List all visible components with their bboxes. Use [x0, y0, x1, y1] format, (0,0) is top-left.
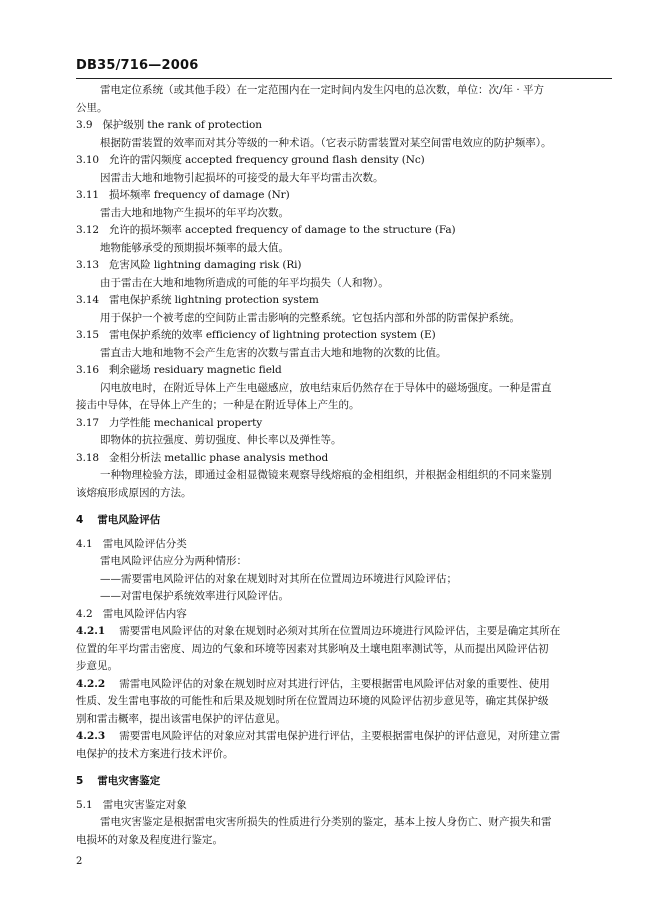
- clause-line: [76, 676, 616, 694]
- section-heading: [76, 512, 616, 530]
- term-title: 危害风险 lightning damaging risk (Ri): [108, 259, 302, 271]
- subsection-heading: [76, 606, 616, 624]
- term-desc: 因雷击大地和地物引起损坏的可接受的最大年平均雷击次数。: [100, 171, 384, 184]
- clause-text: 需要雷电风险评估的对象应对其雷电保护进行评估，主要根据雷电保护的评估意见，对所建立雷: [119, 730, 561, 742]
- term-title: 保护级别 the rank of protection: [102, 119, 262, 131]
- subsection-title: 雷电风险评估分类: [102, 537, 187, 550]
- clause-text: 位置的年平均雷击密度、周边的气象和环境等因素对其影响及土壤电阻率测试等，从而提出风险评估初: [76, 642, 549, 655]
- term-desc: 即物体的抗拉强度、剪切强度、伸长率以及弹性等。: [100, 434, 342, 446]
- term-title: 允许的雷闪频度 accepted frequency ground flash density (Nc): [108, 154, 425, 166]
- clause-line: [76, 623, 616, 641]
- term-heading: [76, 450, 616, 468]
- clause-number: 4.2.1: [76, 625, 106, 637]
- term-heading: [76, 362, 616, 380]
- term-desc: 雷击大地和地物产生损坏的年平均次数。: [100, 206, 289, 219]
- term-desc: 由于雷击在大地和地物所造成的可能的年平均损失（人和物）。: [100, 276, 389, 289]
- term-number: 3.18: [76, 451, 99, 464]
- term-number: 3.16: [76, 364, 99, 376]
- text-line: 雷电定位系统（或其他手段）在一定范围内在一定时间内发生闪电的总次数，单位：次/年 · 平方: [100, 84, 545, 96]
- section-number: 4: [76, 514, 84, 526]
- term-number: 3.13: [76, 259, 99, 271]
- term-desc: 接击中导体，在导体上产生的；一种是在附近导体上产生的。: [76, 399, 360, 411]
- term-number: 3.11: [76, 189, 99, 201]
- subsection-title: 雷电灾害鉴定对象: [102, 798, 187, 811]
- term-desc: 闪电放电时，在附近导体上产生电磁感应，放电结束后仍然存在于导体中的磁场强度。一种是雷直: [100, 381, 552, 394]
- clause-number: 4.2.2: [76, 677, 106, 690]
- document-body: [76, 82, 616, 849]
- clause-text: 步意见。: [76, 660, 118, 672]
- subsection-number: 4.1: [76, 537, 93, 550]
- term-heading: [76, 117, 616, 135]
- clause-text: 性质、发生雷电事故的可能性和后果及规划时所在位置周边环境的风险评估初步意见等，确定其保护级: [76, 695, 549, 707]
- term-title: 损坏频率 frequency of damage (Nr): [108, 189, 290, 201]
- term-title: 雷电保护系统 lightning protection system: [108, 294, 319, 306]
- term-title: 力学性能 mechanical property: [108, 416, 263, 429]
- term-number: 3.12: [76, 224, 99, 236]
- term-number: 3.17: [76, 416, 99, 429]
- term-desc: 用于保护一个被考虑的空间防止雷击影响的完整系统。它包括内部和外部的防雷保护系统。: [100, 311, 520, 324]
- clause-text: 需要雷电风险评估的对象在规划时必须对其所在位置周边环境进行风险评估，主要是确定其所在: [119, 625, 561, 637]
- list-item: ——需要雷电风险评估的对象在规划时对其所在位置周边环境进行风险评估；: [100, 572, 457, 585]
- term-desc: 一种物理检验方法，即通过金相显微镜来观察导线熔痕的金相组织，并根据金相组织的不同来鉴别: [100, 469, 552, 481]
- section-title: 雷电灾害鉴定: [97, 775, 161, 787]
- term-heading: [76, 222, 616, 240]
- term-heading: [76, 257, 616, 275]
- term-heading: [76, 187, 616, 205]
- clause-text: 需雷电风险评估的对象在规划时应对其进行评估，主要根据雷电风险评估对象的重要性、使用: [119, 677, 550, 690]
- clause-text: 别和雷击概率，提出该雷电保护的评估意见。: [76, 712, 286, 725]
- term-number: 3.9: [76, 119, 93, 131]
- term-desc: 地物能够承受的预期损坏频率的最大值。: [100, 241, 289, 254]
- term-title: 雷电保护系统的效率 efficiency of lightning protection system (E): [108, 329, 436, 341]
- list-item: ——对雷电保护系统效率进行风险评估。: [100, 590, 289, 602]
- section-title: 雷电风险评估: [97, 514, 161, 526]
- section-number: 5: [76, 775, 84, 787]
- section-heading: [76, 773, 616, 791]
- term-title: 允许的损坏频率 accepted frequency of damage to the structure (Fa): [108, 224, 456, 236]
- term-desc: 该熔痕形成原因的方法。: [76, 486, 192, 499]
- term-desc: 雷直击大地和地物不会产生危害的次数与雷直击大地和地物的次数的比值。: [100, 346, 447, 359]
- text-line: 雷电灾害鉴定是根据雷电灾害所损失的性质进行分类别的鉴定，基本上按人身伤亡、财产损失和雷: [100, 816, 552, 828]
- term-title: 剩余磁场 residuary magnetic field: [108, 364, 282, 376]
- clause-line: [76, 728, 616, 746]
- subsection-heading: [76, 797, 616, 815]
- clause-text: 电保护的技术方案进行技术评价。: [76, 747, 234, 760]
- text-line: 雷电风险评估应分为两种情形：: [100, 555, 247, 567]
- page-number: 2: [76, 856, 83, 867]
- term-number: 3.10: [76, 154, 99, 166]
- header-rule: [76, 78, 612, 79]
- standard-code-header: DB35/716—2006: [76, 58, 199, 73]
- term-heading: [76, 152, 616, 170]
- term-heading: [76, 292, 616, 310]
- text-line: 电损坏的对象及程度进行鉴定。: [76, 833, 223, 846]
- subsection-number: 4.2: [76, 607, 93, 620]
- subsection-title: 雷电风险评估内容: [102, 607, 187, 620]
- term-title: 金相分析法 metallic phase analysis method: [108, 451, 329, 464]
- term-number: 3.15: [76, 329, 99, 341]
- text-line: 公里。: [76, 101, 108, 114]
- term-heading: [76, 415, 616, 433]
- term-number: 3.14: [76, 294, 99, 306]
- term-heading: [76, 327, 616, 345]
- term-desc: 根据防雷装置的效率而对其分等级的一种术语。（它表示防雷装置对某空间雷电效应的防护频率）。: [100, 136, 552, 149]
- clause-number: 4.2.3: [76, 730, 106, 742]
- subsection-heading: [76, 536, 616, 554]
- subsection-number: 5.1: [76, 798, 93, 811]
